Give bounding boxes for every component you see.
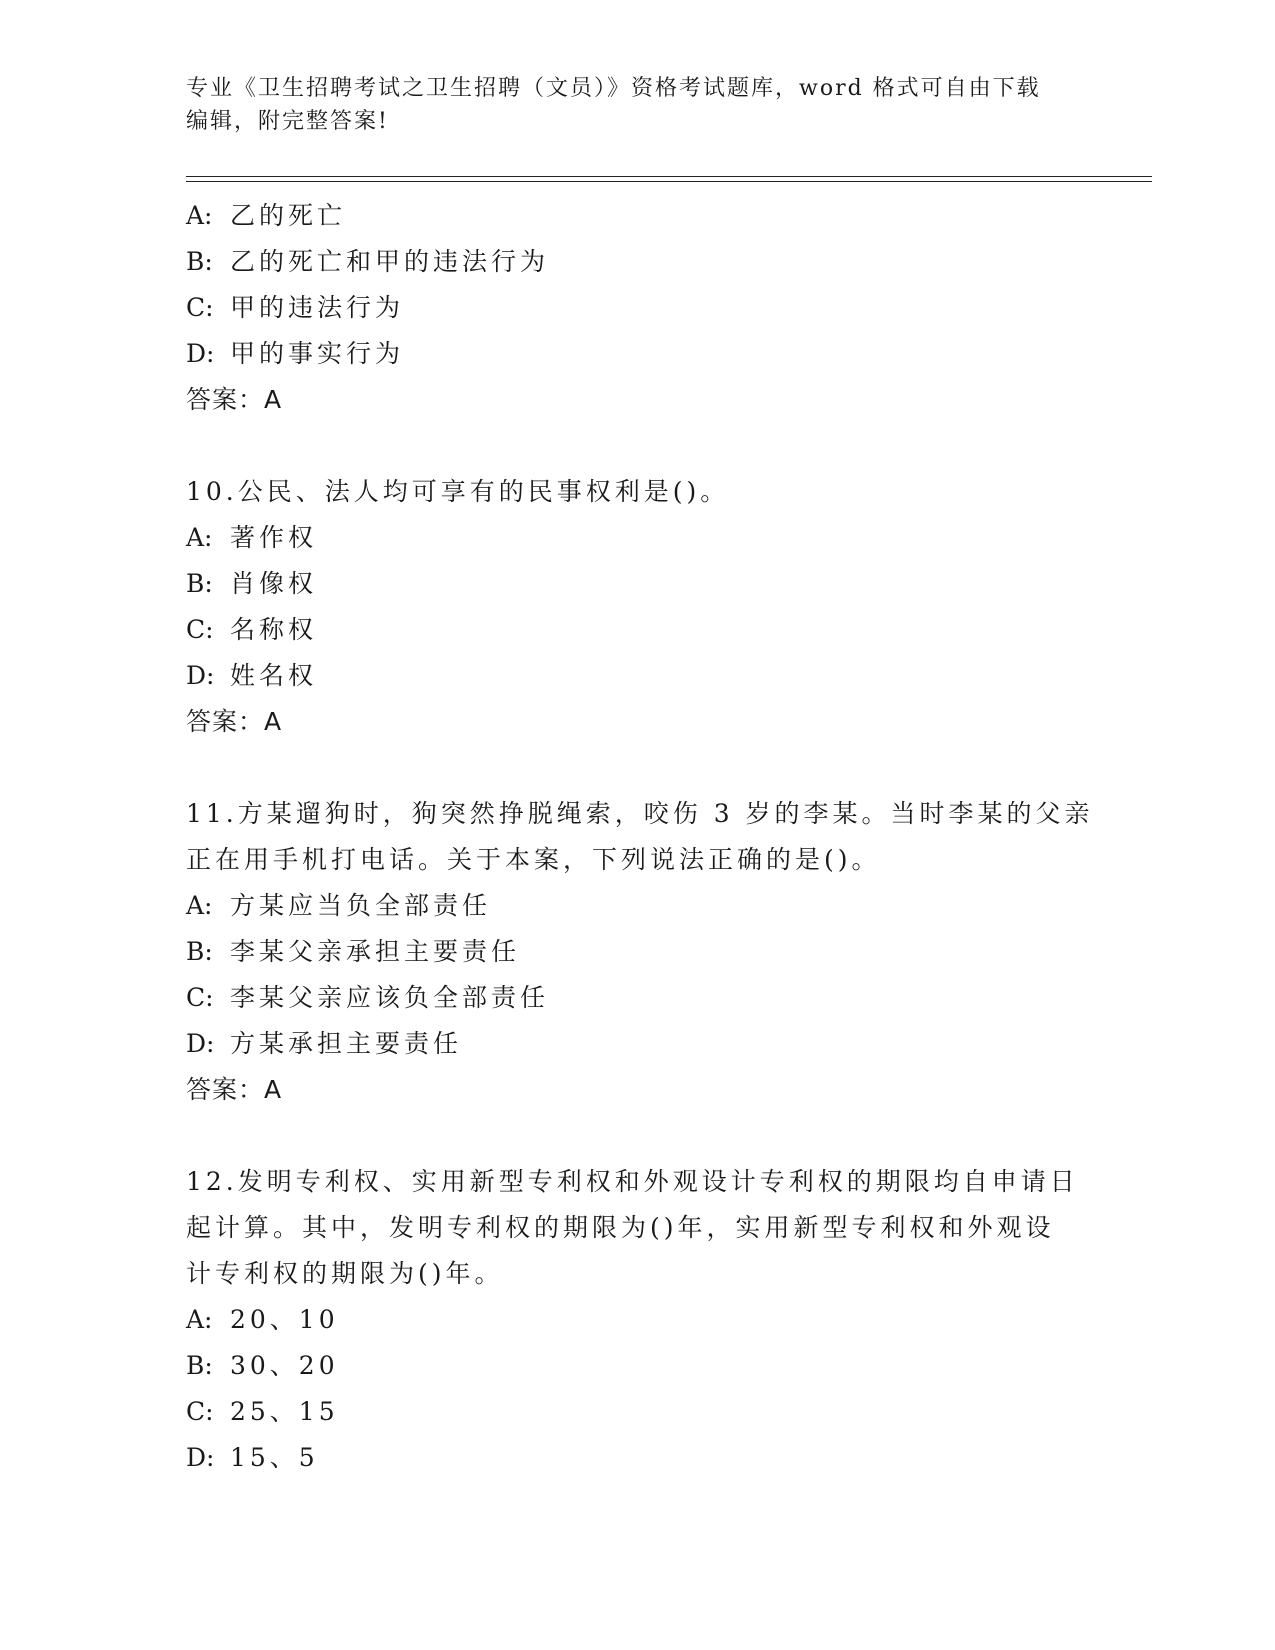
page-header bbox=[186, 72, 1086, 138]
option-d: D: 甲的事实行为 bbox=[186, 339, 405, 368]
question-stem: 12.发明专利权、实用新型专利权和外观设计专利权的期限均自申请日 bbox=[186, 1167, 1079, 1196]
option-b: B: 乙的死亡和甲的违法行为 bbox=[186, 247, 550, 276]
option-b: B: 李某父亲承担主要责任 bbox=[186, 937, 521, 966]
question-9 bbox=[186, 193, 1086, 423]
option-d: D: 姓名权 bbox=[186, 661, 318, 690]
question-stem: 起计算。其中，发明专利权的期限为()年，实用新型专利权和外观设 bbox=[186, 1213, 1055, 1242]
option-d: D: 方某承担主要责任 bbox=[186, 1029, 463, 1058]
answer-label: 答案：A bbox=[186, 707, 283, 736]
header-line-2: 编辑，附完整答案! bbox=[186, 109, 389, 134]
option-b: B: 肖像权 bbox=[186, 569, 318, 598]
answer-label: 答案：A bbox=[186, 1075, 283, 1104]
option-a: A: 方某应当负全部责任 bbox=[186, 891, 492, 920]
question-12 bbox=[186, 1159, 1086, 1481]
question-11 bbox=[186, 791, 1094, 1113]
question-stem: 正在用手机打电话。关于本案，下列说法正确的是()。 bbox=[186, 845, 881, 874]
question-stem: 11.方某遛狗时，狗突然挣脱绳索，咬伤 3 岁的李某。当时李某的父亲 bbox=[186, 799, 1094, 828]
option-a: A: 乙的死亡 bbox=[186, 201, 347, 230]
question-10 bbox=[186, 469, 1086, 745]
option-b: B: 30、20 bbox=[186, 1351, 339, 1380]
option-a: A: 20、10 bbox=[186, 1305, 339, 1334]
option-c: C: 李某父亲应该负全部责任 bbox=[186, 983, 550, 1012]
question-list bbox=[186, 193, 1094, 1481]
question-stem: 10.公民、法人均可享有的民事权利是()。 bbox=[186, 477, 730, 506]
answer-label: 答案：A bbox=[186, 385, 283, 414]
header-divider-top bbox=[186, 176, 1152, 177]
header-divider-bottom bbox=[186, 181, 1152, 182]
option-c: C: 名称权 bbox=[186, 615, 318, 644]
option-d: D: 15、5 bbox=[186, 1443, 319, 1472]
option-c: C: 25、15 bbox=[186, 1397, 339, 1426]
question-stem: 计专利权的期限为()年。 bbox=[186, 1259, 504, 1288]
header-line-1: 专业《卫生招聘考试之卫生招聘（文员）》资格考试题库，word 格式可自由下载 bbox=[186, 76, 1041, 101]
option-a: A: 著作权 bbox=[186, 523, 318, 552]
option-c: C: 甲的违法行为 bbox=[186, 293, 405, 322]
